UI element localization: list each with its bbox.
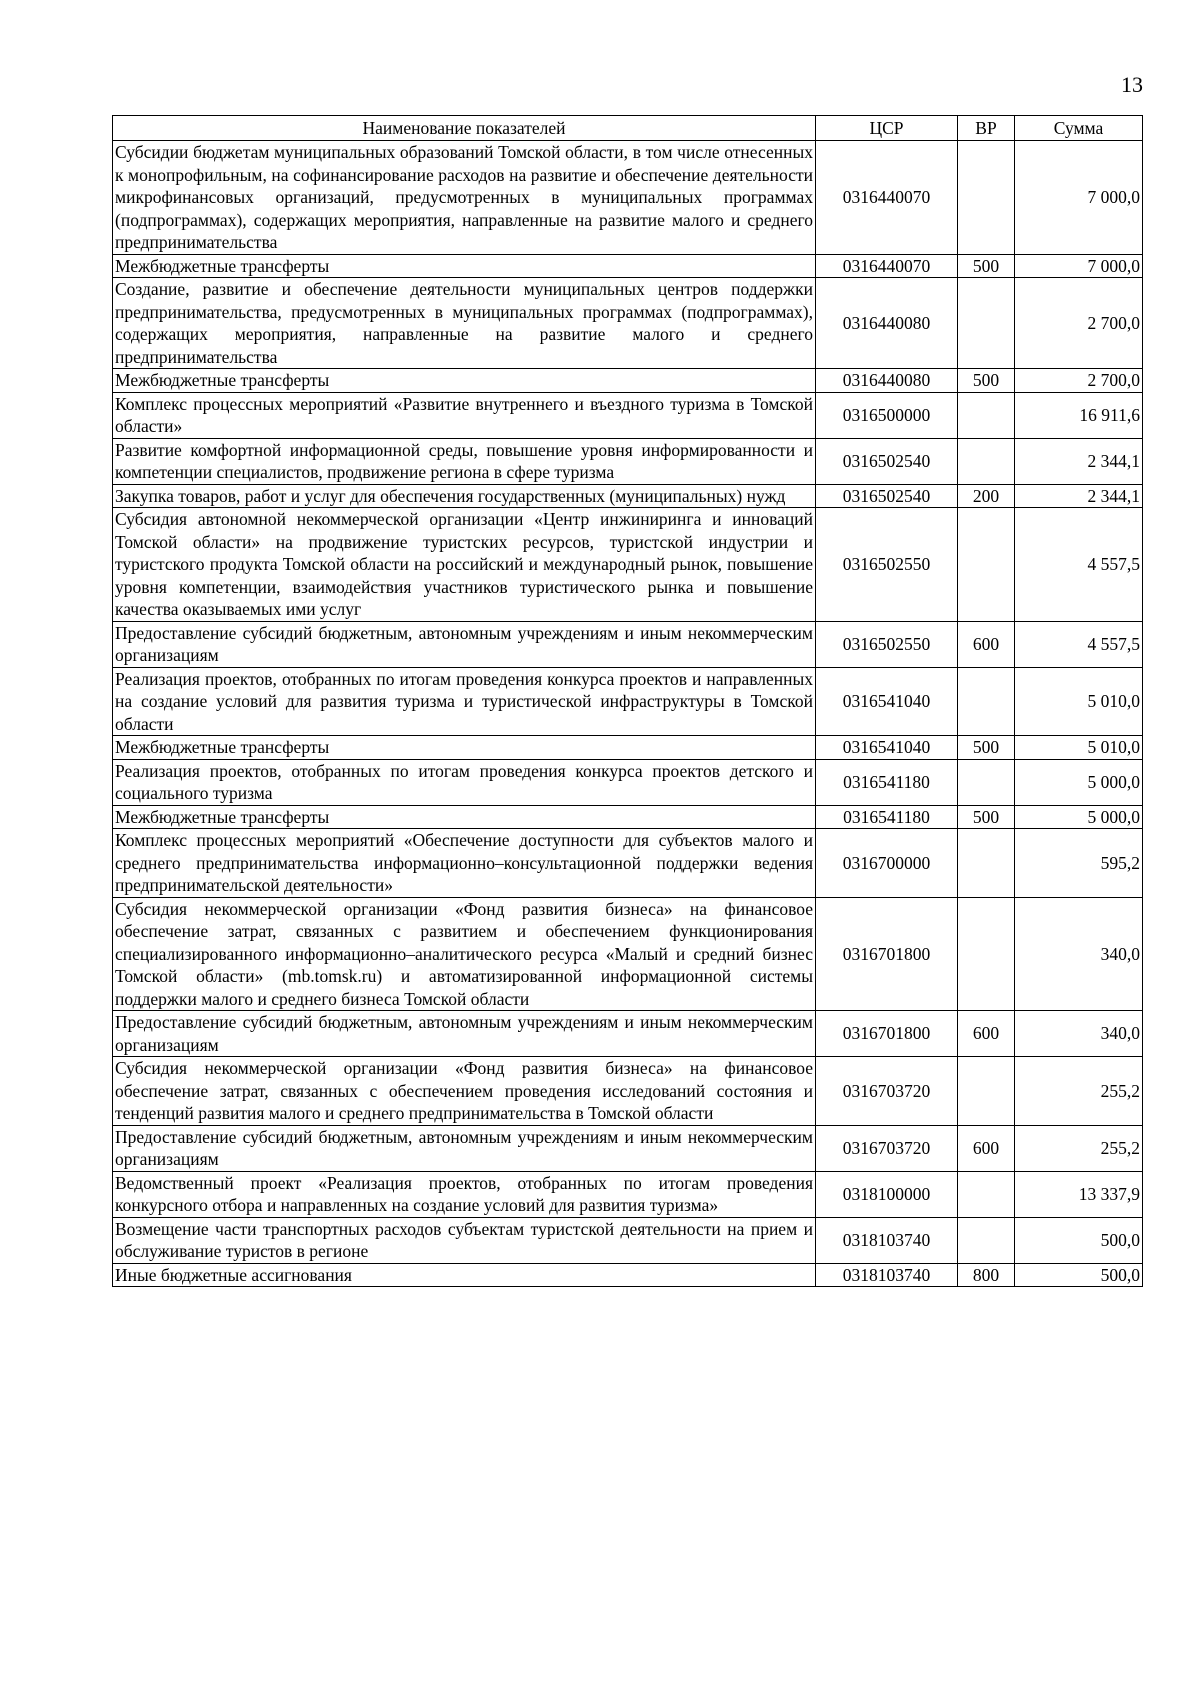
row-sum: 2 700,0 [1015, 369, 1143, 393]
row-vr-code: 200 [958, 484, 1015, 508]
row-csr-code: 0316440080 [816, 369, 958, 393]
row-csr-code: 0316440070 [816, 254, 958, 278]
row-csr-code: 0316502540 [816, 484, 958, 508]
row-sum: 2 344,1 [1015, 484, 1143, 508]
row-vr-code: 500 [958, 736, 1015, 760]
table-row [113, 759, 1143, 805]
row-sum: 595,2 [1015, 829, 1143, 898]
row-name: Предоставление субсидий бюджетным, автономным учреждениям и иным некоммерческим организациям [113, 1125, 816, 1171]
row-sum: 5 010,0 [1015, 736, 1143, 760]
row-vr-code [958, 278, 1015, 369]
header-row [113, 116, 1143, 141]
budget-table [112, 115, 1143, 1287]
row-csr-code: 0316541040 [816, 736, 958, 760]
row-vr-code: 500 [958, 254, 1015, 278]
row-sum: 2 344,1 [1015, 438, 1143, 484]
header-csr: ЦСР [816, 116, 958, 141]
table-row [113, 254, 1143, 278]
table-row [113, 438, 1143, 484]
row-csr-code: 0316541180 [816, 805, 958, 829]
row-vr-code [958, 667, 1015, 736]
row-vr-code [958, 829, 1015, 898]
row-sum: 4 557,5 [1015, 508, 1143, 622]
row-name: Комплекс процессных мероприятий «Развитие внутреннего и въездного туризма в Томской области» [113, 392, 816, 438]
table-row [113, 1125, 1143, 1171]
row-vr-code: 600 [958, 1125, 1015, 1171]
row-sum: 5 000,0 [1015, 805, 1143, 829]
table-row [113, 508, 1143, 622]
row-name: Комплекс процессных мероприятий «Обеспечение доступности для субъектов малого и среднего предпринимательства информационно–консультационной поддержки ведения предпринимательской деятельности» [113, 829, 816, 898]
row-name: Межбюджетные трансферты [113, 369, 816, 393]
table-row [113, 1217, 1143, 1263]
row-vr-code: 800 [958, 1263, 1015, 1287]
row-vr-code [958, 759, 1015, 805]
row-vr-code [958, 897, 1015, 1011]
table-row [113, 829, 1143, 898]
row-vr-code [958, 1217, 1015, 1263]
row-name: Субсидия некоммерческой организации «Фонд развития бизнеса» на финансовое обеспечение затрат, связанных с развитием и обеспечением функционирования специализированного информационно–аналитического ресурса «Малый и средний бизнес Томской области» (mb.tomsk.ru) и автоматизированной информационной системы поддержки малого и среднего бизнеса Томской области [113, 897, 816, 1011]
row-sum: 7 000,0 [1015, 141, 1143, 255]
row-name: Реализация проектов, отобранных по итогам проведения конкурса проектов и направленных на создание условий для развития туризма и туристической инфраструктуры в Томской области [113, 667, 816, 736]
table-row [113, 667, 1143, 736]
row-sum: 340,0 [1015, 897, 1143, 1011]
row-csr-code: 0316700000 [816, 829, 958, 898]
row-csr-code: 0316703720 [816, 1057, 958, 1126]
header-sum: Сумма [1015, 116, 1143, 141]
row-vr-code [958, 438, 1015, 484]
table-row [113, 392, 1143, 438]
table-row [113, 1057, 1143, 1126]
row-name: Субсидия некоммерческой организации «Фонд развития бизнеса» на финансовое обеспечение затрат, связанных с обеспечением проведения исследований состояния и тенденций развития малого и среднего предпринимательства в Томской области [113, 1057, 816, 1126]
row-csr-code: 0316701800 [816, 897, 958, 1011]
row-csr-code: 0316440070 [816, 141, 958, 255]
row-sum: 500,0 [1015, 1263, 1143, 1287]
page-number: 13 [1121, 72, 1143, 97]
row-name: Межбюджетные трансферты [113, 805, 816, 829]
row-vr-code: 600 [958, 1011, 1015, 1057]
table-row [113, 278, 1143, 369]
row-csr-code: 0316541180 [816, 759, 958, 805]
row-sum: 255,2 [1015, 1057, 1143, 1126]
table-body [113, 141, 1143, 1287]
row-sum: 13 337,9 [1015, 1171, 1143, 1217]
row-csr-code: 0318100000 [816, 1171, 958, 1217]
table-row [113, 141, 1143, 255]
row-vr-code [958, 392, 1015, 438]
row-csr-code: 0316701800 [816, 1011, 958, 1057]
row-sum: 4 557,5 [1015, 621, 1143, 667]
row-vr-code [958, 1171, 1015, 1217]
header-name: Наименование показателей [113, 116, 816, 141]
row-name: Создание, развитие и обеспечение деятельности муниципальных центров поддержки предпринимательства, предусмотренных в муниципальных программах (подпрограммах), содержащих мероприятия, направленные на развитие малого и среднего предпринимательства [113, 278, 816, 369]
row-name: Ведомственный проект «Реализация проектов, отобранных по итогам проведения конкурсного отбора и направленных на создание условий для развития туризма» [113, 1171, 816, 1217]
table-row [113, 805, 1143, 829]
row-csr-code: 0316502550 [816, 508, 958, 622]
table-row [113, 484, 1143, 508]
row-sum: 16 911,6 [1015, 392, 1143, 438]
row-csr-code: 0316440080 [816, 278, 958, 369]
row-sum: 5 000,0 [1015, 759, 1143, 805]
row-csr-code: 0316703720 [816, 1125, 958, 1171]
row-csr-code: 0318103740 [816, 1263, 958, 1287]
row-name: Предоставление субсидий бюджетным, автономным учреждениям и иным некоммерческим организациям [113, 621, 816, 667]
row-name: Субсидии бюджетам муниципальных образований Томской области, в том числе отнесенных к монопрофильным, на софинансирование расходов на развитие и обеспечение деятельности микрофинансовых организаций, предусмотренных в муниципальных программах (подпрограммах), содержащих мероприятия, направленные на развитие малого и среднего предпринимательства [113, 141, 816, 255]
row-name: Реализация проектов, отобранных по итогам проведения конкурса проектов детского и социального туризма [113, 759, 816, 805]
row-csr-code: 0316500000 [816, 392, 958, 438]
table-row [113, 1171, 1143, 1217]
row-name: Субсидия автономной некоммерческой организации «Центр инжиниринга и инноваций Томской области» на продвижение туристских ресурсов, туристской индустрии и туристского продукта Томской области на российский и международный рынок, повышение уровня компетенции, взаимодействия участников туристического рынка и повышение качества оказываемых ими услуг [113, 508, 816, 622]
row-csr-code: 0316502550 [816, 621, 958, 667]
row-name: Межбюджетные трансферты [113, 254, 816, 278]
row-csr-code: 0316541040 [816, 667, 958, 736]
row-vr-code [958, 1057, 1015, 1126]
row-name: Возмещение части транспортных расходов субъектам туристской деятельности на прием и обслуживание туристов в регионе [113, 1217, 816, 1263]
row-sum: 5 010,0 [1015, 667, 1143, 736]
row-vr-code: 600 [958, 621, 1015, 667]
row-name: Закупка товаров, работ и услуг для обеспечения государственных (муниципальных) нужд [113, 484, 816, 508]
row-csr-code: 0318103740 [816, 1217, 958, 1263]
table-row [113, 1263, 1143, 1287]
row-name: Межбюджетные трансферты [113, 736, 816, 760]
table-header [113, 116, 1143, 141]
table-row [113, 621, 1143, 667]
row-sum: 255,2 [1015, 1125, 1143, 1171]
row-vr-code: 500 [958, 369, 1015, 393]
row-sum: 2 700,0 [1015, 278, 1143, 369]
row-name: Развитие комфортной информационной среды, повышение уровня информированности и компетенции специалистов, продвижение региона в сфере туризма [113, 438, 816, 484]
row-vr-code [958, 508, 1015, 622]
header-vr: ВР [958, 116, 1015, 141]
row-vr-code [958, 141, 1015, 255]
row-sum: 7 000,0 [1015, 254, 1143, 278]
table-row [113, 369, 1143, 393]
row-sum: 500,0 [1015, 1217, 1143, 1263]
row-name: Иные бюджетные ассигнования [113, 1263, 816, 1287]
row-name: Предоставление субсидий бюджетным, автономным учреждениям и иным некоммерческим организациям [113, 1011, 816, 1057]
table-row [113, 897, 1143, 1011]
row-sum: 340,0 [1015, 1011, 1143, 1057]
row-csr-code: 0316502540 [816, 438, 958, 484]
table-row [113, 736, 1143, 760]
row-vr-code: 500 [958, 805, 1015, 829]
table-row [113, 1011, 1143, 1057]
